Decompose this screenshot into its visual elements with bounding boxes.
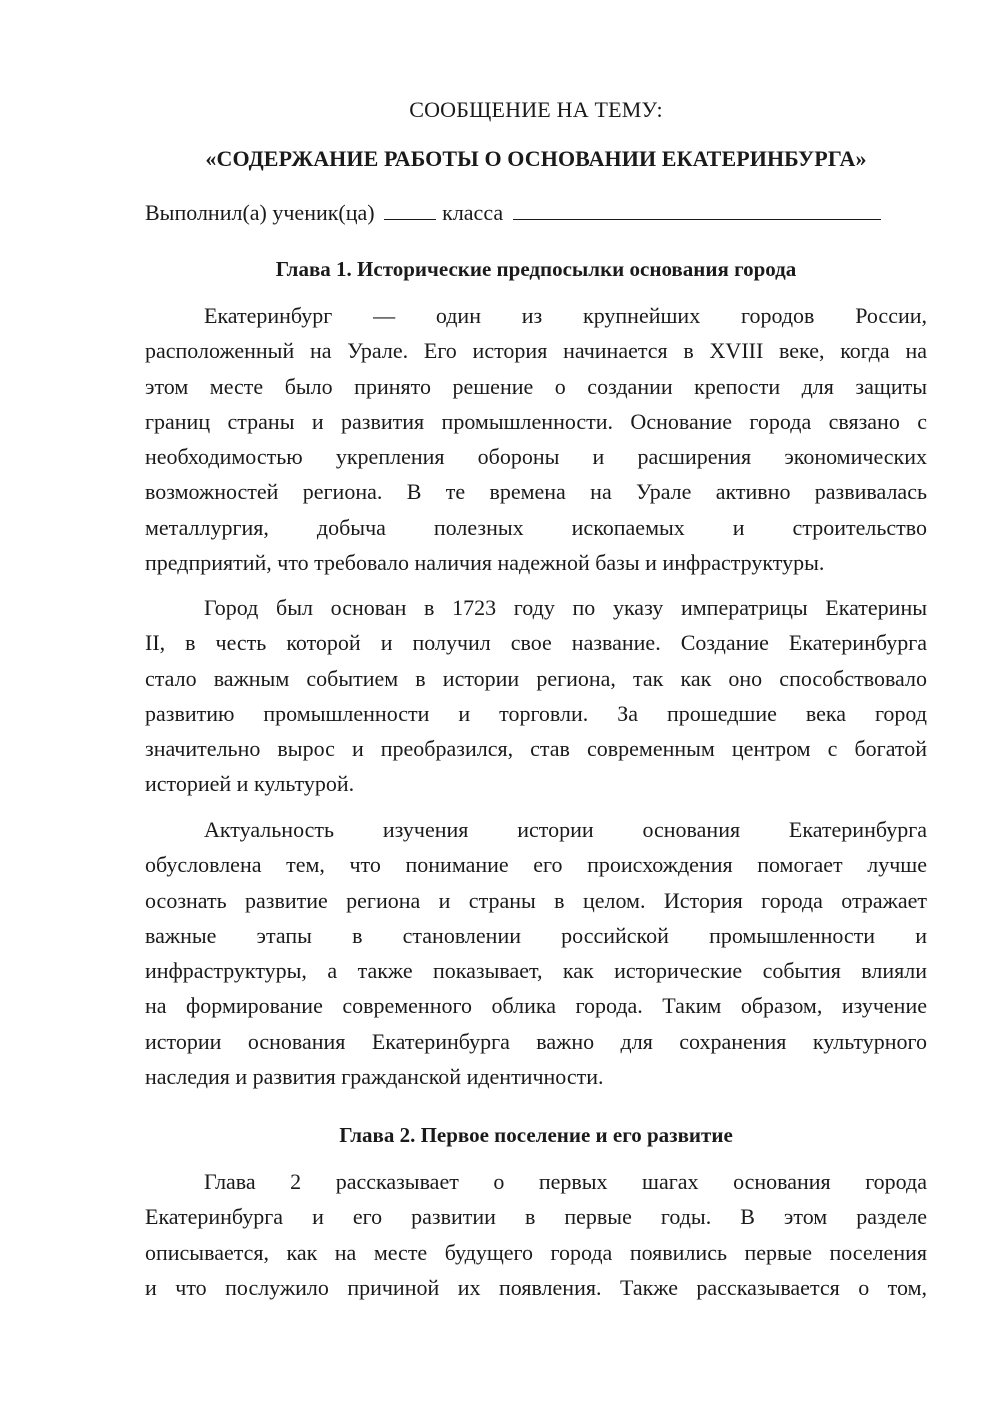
chapter-1-heading: Глава 1. Исторические предпосылки основания города xyxy=(275,257,797,281)
text-line: обусловлена тем, что понимание его происхождения помогает лучше xyxy=(145,852,927,878)
text-line: Город был основан в 1723 году по указу императрицы Екатерины xyxy=(204,595,927,620)
chapter-1-paragraph-3 xyxy=(145,812,927,1094)
text-line: необходимостью укрепления обороны и расширения экономических xyxy=(145,444,927,470)
text-line: инфраструктуры, а также показывает, как исторические события влияли xyxy=(145,958,927,984)
text-line: на формирование современного облика города. Таким образом, изучение xyxy=(145,993,927,1019)
text-line: значительно вырос и преобразился, став современным центром с богатой xyxy=(145,736,927,762)
chapter-1-paragraph-2 xyxy=(145,590,927,802)
text-line: этом месте было принято решение о создании крепости для защиты xyxy=(145,373,927,399)
text-line: Екатеринбург — один из крупнейших городов России, xyxy=(204,303,927,328)
name-blank xyxy=(513,199,881,220)
document-title-line-1: СООБЩЕНИЕ НА ТЕМУ: xyxy=(409,97,663,122)
document-title-line-2: «СОДЕРЖАНИЕ РАБОТЫ О ОСНОВАНИИ ЕКАТЕРИНБУРГА» xyxy=(205,146,867,171)
text-line: стало важным событием в истории региона, так как оно способствовало xyxy=(145,665,927,691)
text-line: границ страны и развития промышленности. Основание города связано с xyxy=(145,408,927,434)
text-line: II, в честь которой и получил свое название. Создание Екатеринбурга xyxy=(145,630,927,656)
text-line: и что послужило причиной их появления. Также рассказывается о том, xyxy=(145,1274,927,1300)
text-line: предприятий, что требовало наличия надежной базы и инфраструктуры. xyxy=(145,550,825,576)
text-line: Актуальность изучения истории основания Екатеринбурга xyxy=(204,817,927,842)
text-line: истории основания Екатеринбурга важно для сохранения культурного xyxy=(145,1028,927,1054)
text-line: расположенный на Урале. Его история начинается в XVIII веке, когда на xyxy=(145,338,927,364)
chapter-2-heading: Глава 2. Первое поселение и его развитие xyxy=(339,1123,733,1147)
grade-blank xyxy=(384,199,436,220)
text-line: Екатеринбурга и его развитии в первые годы. В этом разделе xyxy=(145,1204,927,1230)
author-middle: класса xyxy=(442,200,504,225)
text-line: Глава 2 рассказывает о первых шагах основания города xyxy=(204,1169,927,1194)
text-line: металлургия, добыча полезных ископаемых и строительство xyxy=(145,514,927,540)
text-line: наследия и развития гражданской идентичности. xyxy=(145,1064,604,1090)
author-prefix: Выполнил(а) ученик(ца) xyxy=(145,200,375,225)
text-line: развитию промышленности и торговли. За прошедшие века город xyxy=(145,700,927,726)
text-line: историей и культурой. xyxy=(145,771,355,797)
chapter-2-paragraph-1 xyxy=(145,1164,927,1305)
text-line: осознать развитие региона и страны в целом. История города отражает xyxy=(145,887,927,913)
text-line: важные этапы в становлении российской промышленности и xyxy=(145,922,927,948)
text-line: описывается, как на месте будущего города появились первые поселения xyxy=(145,1239,927,1265)
text-line: возможностей региона. В те времена на Урале активно развивалась xyxy=(145,479,927,505)
chapter-1-paragraph-1 xyxy=(145,298,927,580)
author-line xyxy=(145,199,927,227)
